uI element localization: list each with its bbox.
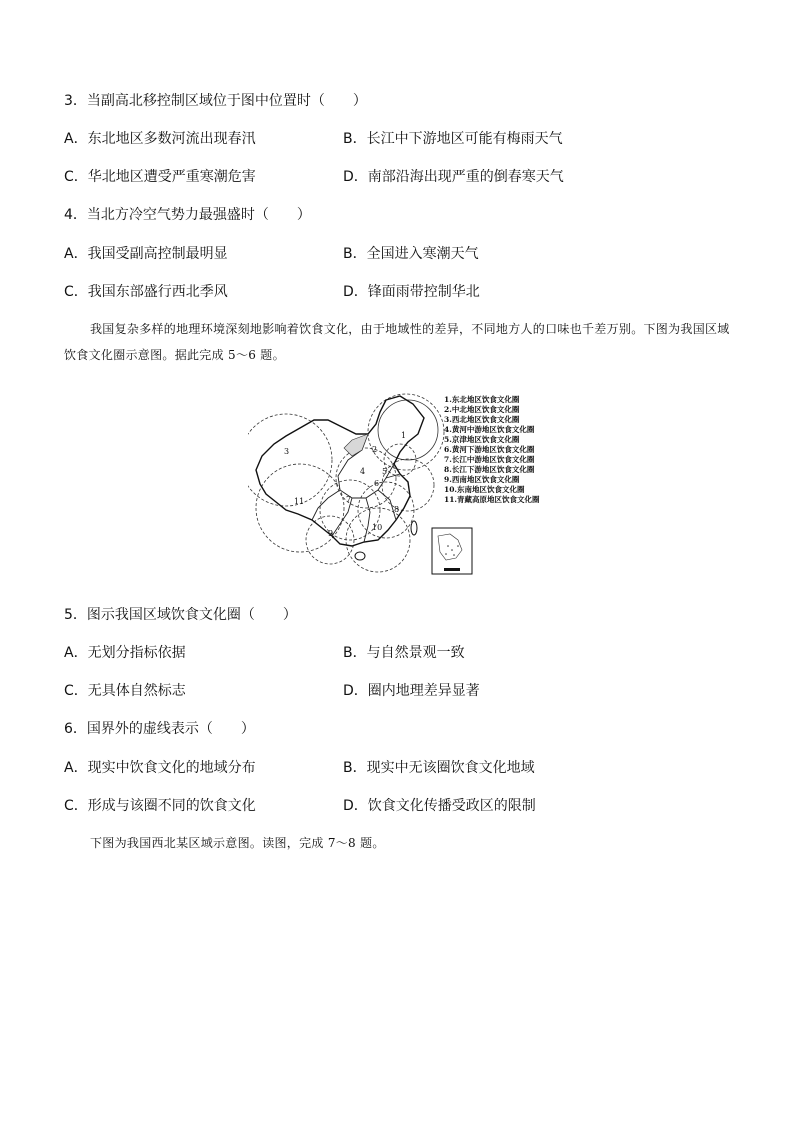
region-label-10: 10: [372, 523, 383, 532]
question-4-option-a: A．我国受副高控制最明显: [64, 246, 228, 262]
region-label-9: 9: [328, 529, 334, 538]
region-label-4: 4: [360, 467, 366, 476]
intro-7-8-text: 下图为我国西北某区域示意图。读图，完成 7～8 题。: [90, 836, 385, 850]
region-label-2: 2: [372, 445, 378, 454]
question-3-option-d: D．南部沿海出现严重的倒春寒天气: [343, 169, 564, 185]
region-label-1: 1: [401, 431, 407, 440]
question-4-option-c: C．我国东部盛行西北季风: [64, 284, 228, 300]
question-5-option-d: D．圈内地理差异显著: [343, 683, 480, 699]
region-label-11: 11: [294, 497, 305, 506]
legend-item-4: 4.黄河中游地区饮食文化圈: [444, 425, 535, 434]
intro-paragraph-7-8: [64, 830, 732, 856]
legend-item-10: 10.东南地区饮食文化圈: [444, 485, 525, 494]
legend-item-8: 8.长江下游地区饮食文化圈: [444, 465, 535, 474]
region-label-7: 7: [346, 495, 352, 504]
legend-item-6: 6.黄河下游地区饮食文化圈: [444, 445, 535, 454]
legend-item-11: 11.青藏高原地区饮食文化圈: [444, 495, 540, 504]
question-3-option-b: B．长江中下游地区可能有梅雨天气: [343, 131, 563, 147]
question-5-option-c: C．无具体自然标志: [64, 683, 186, 699]
intro-5-6-text: 我国复杂多样的地理环境深刻地影响着饮食文化，由于地域性的差异，不同地方人的口味也千差万别。下图为我国区域饮食文化圈示意图。据此完成 5～6 题。: [64, 322, 730, 362]
question-6-option-c: C．形成与该圈不同的饮食文化: [64, 798, 256, 814]
question-6-option-a: A．现实中饮食文化的地域分布: [64, 760, 256, 776]
legend-item-3: 3.西北地区饮食文化圈: [444, 415, 520, 424]
region-label-5: 5: [382, 467, 388, 476]
intro-paragraph-5-6: [64, 316, 732, 368]
question-5-option-b: B．与自然景观一致: [343, 645, 465, 661]
legend-item-9: 9.西南地区饮食文化圈: [444, 475, 520, 484]
question-4-option-b: B．全国进入寒潮天气: [343, 246, 479, 262]
region-label-6: 6: [374, 479, 380, 488]
food-culture-map-figure: [248, 390, 554, 575]
legend-item-2: 2.中北地区饮食文化圈: [444, 405, 520, 414]
question-3-option-c: C．华北地区遭受严重寒潮危害: [64, 169, 256, 185]
question-5-stem: 5．图示我国区域饮食文化圈（ ）: [64, 607, 297, 623]
south-china-sea-inset: [432, 528, 472, 574]
question-4-stem: 4．当北方冷空气势力最强盛时（ ）: [64, 207, 311, 223]
question-6-option-b: B．现实中无该圈饮食文化地域: [343, 760, 535, 776]
question-3-stem: 3．当副高北移控制区域位于图中位置时（ ）: [64, 93, 367, 109]
question-6-option-d: D．饮食文化传播受政区的限制: [343, 798, 536, 814]
region-label-8: 8: [394, 505, 400, 514]
question-6-stem: 6．国界外的虚线表示（ ）: [64, 721, 255, 737]
china-food-culture-map: [248, 390, 554, 575]
question-5-option-a: A．无划分指标依据: [64, 645, 186, 661]
region-label-3: 3: [284, 447, 290, 456]
legend-item-7: 7.长江中游地区饮食文化圈: [444, 455, 535, 464]
question-4-option-d: D．锋面雨带控制华北: [343, 284, 480, 300]
question-3-option-a: A．东北地区多数河流出现春汛: [64, 131, 256, 147]
legend-item-5: 5.京津地区饮食文化圈: [444, 435, 520, 444]
legend-item-1: 1.东北地区饮食文化圈: [444, 395, 520, 404]
